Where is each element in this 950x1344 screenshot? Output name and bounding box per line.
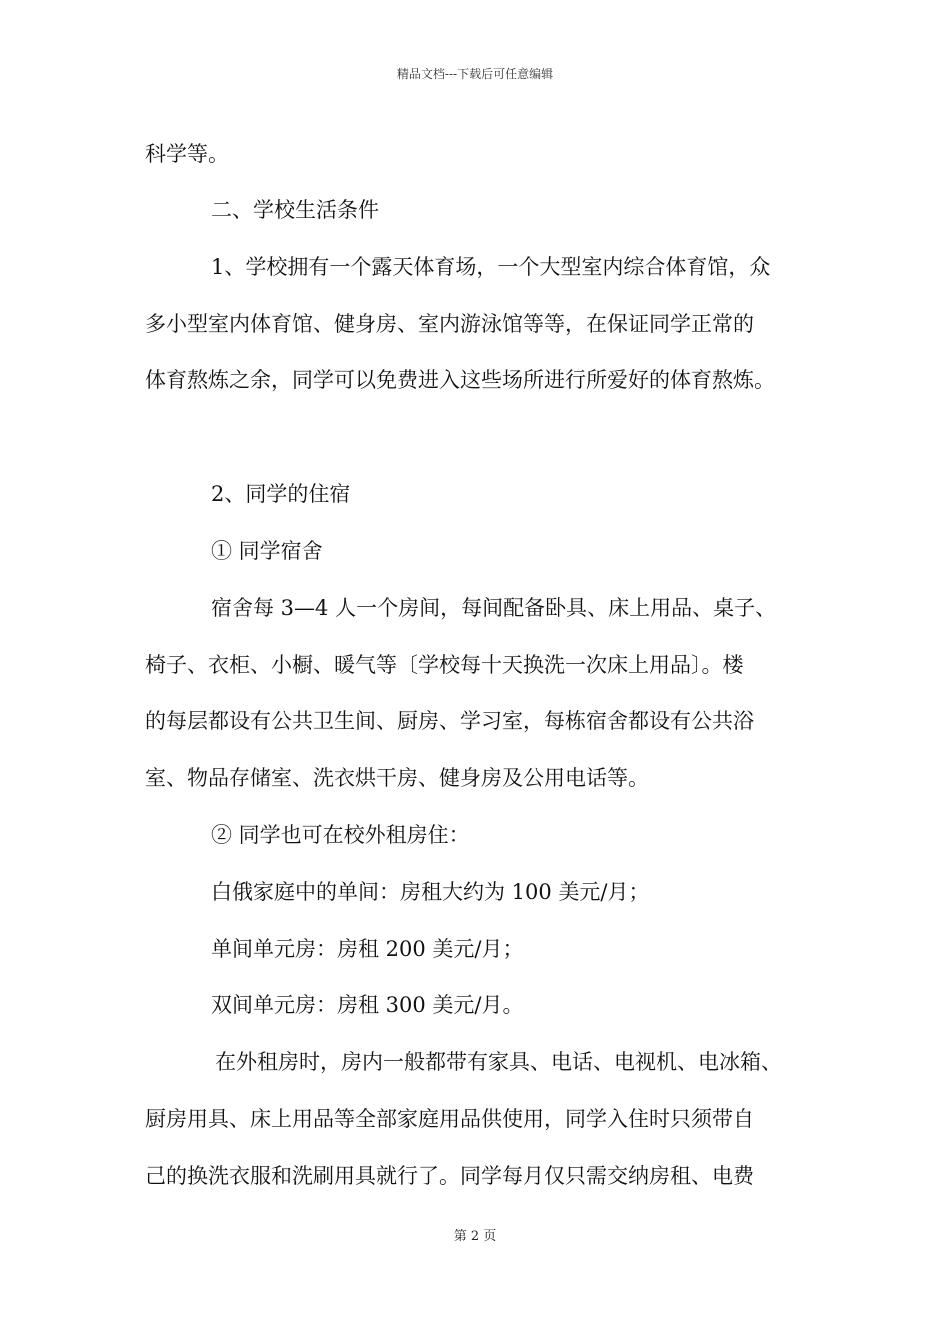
list-item-heading: ① 同学宿舍: [211, 539, 323, 563]
paragraph-line: 1、学校拥有一个露天体育场，一个大型室内综合体育馆，众: [211, 255, 771, 279]
paragraph-line: 科学等。: [145, 142, 229, 166]
paragraph-line: 室、物品存储室、洗衣烘干房、健身房及公用电话等。: [145, 766, 649, 790]
list-item-heading: ② 同学也可在校外租房住：: [211, 823, 470, 847]
paragraph-line: 椅子、衣柜、小橱、暖气等〔学校每十天换洗一次床上用品〕。楼: [145, 653, 744, 677]
paragraph-line: 体育熬炼之余，同学可以免费进入这些场所进行所爱好的体育熬炼。: [145, 368, 775, 392]
section-heading: 二、学校生活条件: [211, 198, 379, 222]
paragraph-line: 己的换洗衣服和洗刷用具就行了。同学每月仅只需交纳房租、电费: [145, 1164, 754, 1188]
rent-item: 白俄家庭中的单间：房租大约为 100 美元/月；: [211, 880, 650, 904]
subsection-heading: 2、同学的住宿: [211, 482, 351, 506]
page-header: 精品文档---下载后可任意编辑: [396, 67, 554, 81]
rent-item: 双间单元房：房租 300 美元/月。: [211, 993, 524, 1017]
paragraph-line: 厨房用具、床上用品等全部家庭用品供使用，同学入住时只须带自: [145, 1107, 754, 1131]
page-number: 第 2 页: [453, 1229, 497, 1244]
paragraph-line: 宿舍每 3—4 人一个房间，每间配备卧具、床上用品、桌子、: [211, 596, 777, 620]
paragraph-line: 在外租房时，房内一般都带有家具、电话、电视机、电冰箱、: [215, 1050, 782, 1074]
rent-item: 单间单元房：房租 200 美元/月；: [211, 937, 524, 961]
paragraph-line: 多小型室内体育馆、健身房、室内游泳馆等等，在保证同学正常的: [145, 312, 754, 336]
paragraph-line: 的每层都设有公共卫生间、厨房、学习室，每栋宿舍都设有公共浴: [145, 709, 754, 733]
